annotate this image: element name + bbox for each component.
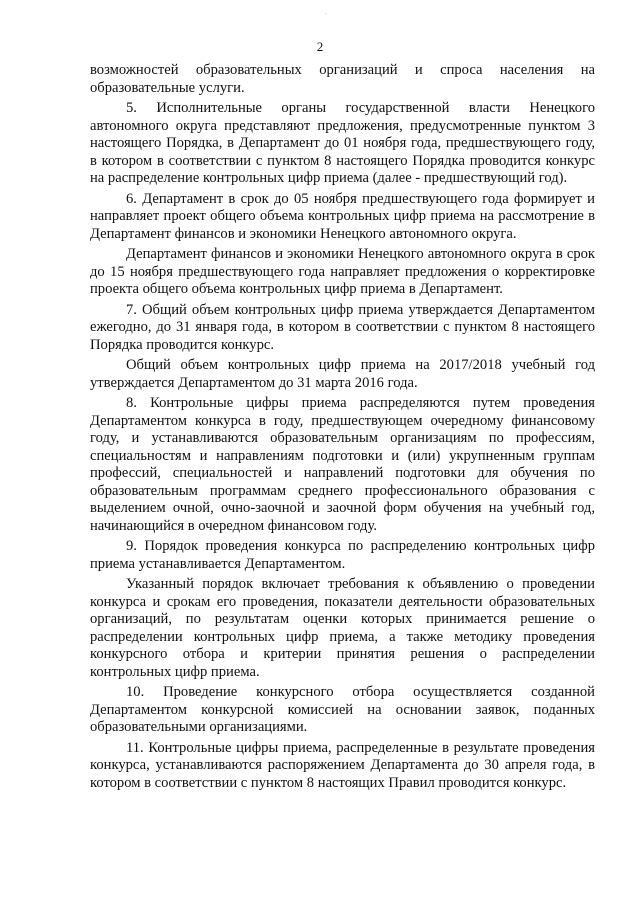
paragraph-continuation: возможностей образовательных организаций и спроса населения на образовательные услуги.	[90, 62, 595, 96]
paragraph-item-7-2017: Общий объем контрольных цифр приема на 2017/2018 учебный год утверждается Департаментом до 31 марта 2016 года.	[90, 357, 595, 391]
paragraph-item-11: 11. Контрольные цифры приема, распределенные в результате проведения конкурса, устанавливаются распоряжением Департамента до 30 апреля года, в котором в соответствии с пунктом 8 настоящих Правил проводится конкурс.	[90, 739, 595, 791]
paragraph-item-8: 8. Контрольные цифры приема распределяются путем проведения Департаментом конкурса в году, предшествующем очередному финансовому году, и устанавливаются образовательным организациям по профессиям, специальностям и направлениям подготовки и (или) укрупненным группам профессий, специальностей и направлений подготовки для обучения по образовательным программам среднего профессионального образования с выделением очной, очно-заочной и заочной форм обучения на учебный год, начинающийся в очередном финансовом году.	[90, 395, 595, 534]
scan-artifact	[325, 13, 326, 14]
paragraph-item-6: 6. Департамент в срок до 05 ноября предшествующего года формирует и направляет проект общего объема контрольных цифр приема на рассмотрение в Департамент финансов и экономики Ненецкого автономного округа.	[90, 190, 595, 242]
paragraph-item-9-details: Указанный порядок включает требования к объявлению о проведении конкурса и срокам его проведения, показатели деятельности образовательных организаций, по результатам оценки которых принимается решение о распределении контрольных цифр приема, а также методику проведения конкурсного отбора и критерии принятия решения о распределении контрольных цифр приема.	[90, 576, 595, 680]
paragraph-item-6-finance: Департамент финансов и экономики Ненецкого автономного округа в срок до 15 ноября предшествующего года направляет предложения о корректировке проекта общего объема контрольных цифр приема в Департамент.	[90, 246, 595, 297]
paragraph-item-9: 9. Порядок проведения конкурса по распределению контрольных цифр приема устанавливается Департаментом.	[90, 538, 595, 572]
paragraph-item-5: 5. Исполнительные органы государственной власти Ненецкого автономного округа представляют предложения, предусмотренные пунктом 3 настоящего Порядка, в Департамент до 01 ноября года, предшествующего году, в котором в соответствии с пунктом 8 настоящего Порядка проводится конкурс на распределение контрольных цифр приема (далее - предшествующий год).	[90, 100, 595, 186]
paragraph-item-10: 10. Проведение конкурсного отбора осуществляется созданной Департаментом конкурсной комиссией на основании заявок, поданных образовательными организациями.	[90, 684, 595, 735]
paragraph-item-7: 7. Общий объем контрольных цифр приема утверждается Департаментом ежегодно, до 31 января года, в котором в соответствии с пунктом 8 настоящего Порядка проводится конкурс.	[90, 301, 595, 353]
page-number: 2	[316, 39, 324, 54]
document-body	[90, 62, 595, 795]
